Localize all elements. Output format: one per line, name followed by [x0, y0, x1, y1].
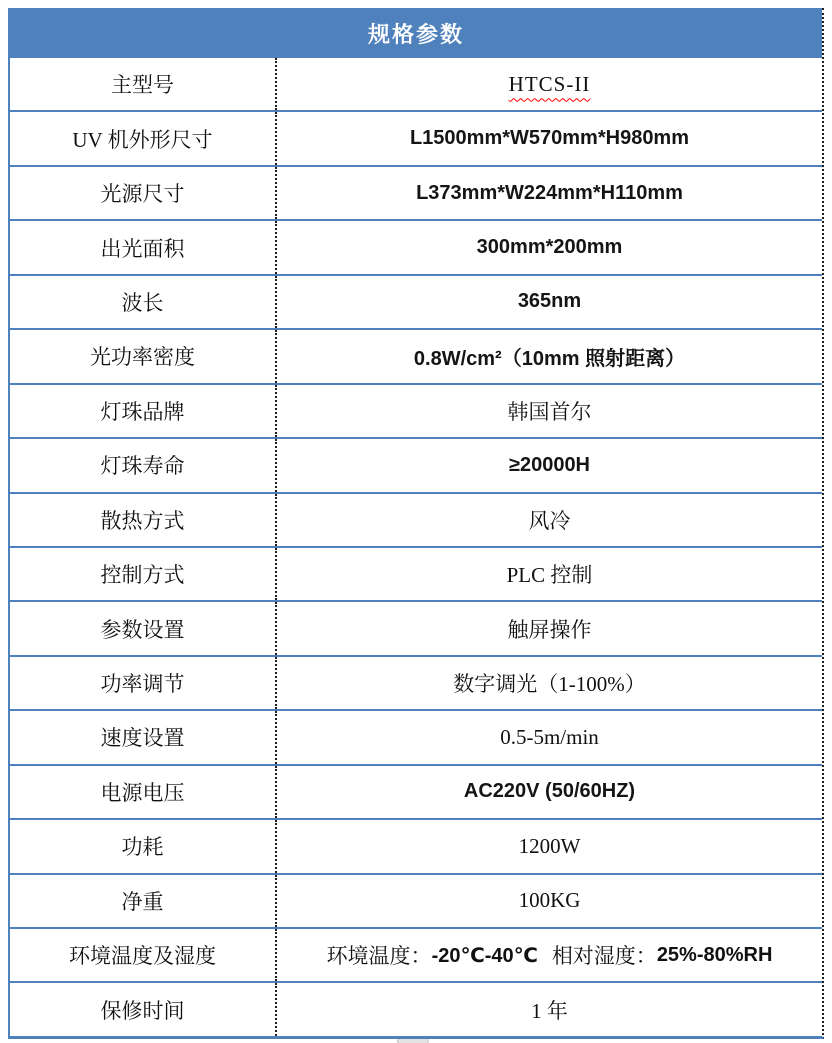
model-value-spellcheck: HTCS-II: [508, 71, 591, 96]
table-row: [10, 873, 822, 927]
spec-label: 出光面积: [10, 221, 277, 273]
spec-value: 0.8W/cm²（10mm 照射距离）: [413, 347, 686, 370]
spec-label: 功耗: [10, 820, 277, 872]
table-header: [10, 8, 822, 58]
spec-value: 1 年: [531, 998, 568, 1023]
table-row: [10, 383, 822, 437]
table-row: [10, 110, 822, 164]
table-row: [10, 709, 822, 763]
spec-value: PLC 控制: [506, 563, 593, 588]
table-row: [10, 655, 822, 709]
env-humidity-range: 25%-80%RH: [656, 943, 773, 966]
table-row: [10, 165, 822, 219]
spec-label: 净重: [10, 875, 277, 927]
table-row: [10, 546, 822, 600]
spec-label: 灯珠品牌: [10, 385, 277, 437]
spec-value: 300mm*200mm: [476, 236, 623, 259]
spec-value: 风冷: [528, 508, 571, 533]
env-temp-range: -20℃-40℃: [431, 944, 538, 967]
table-row: [10, 492, 822, 546]
table-title: 规格参数: [367, 21, 464, 47]
spec-value: 数字调光（1-100%）: [453, 672, 646, 697]
page-edge-fragment: [397, 1039, 429, 1043]
spec-label: UV 机外形尺寸: [10, 112, 277, 164]
spec-label: 环境温度及湿度: [10, 929, 277, 981]
spec-label: 保修时间: [10, 983, 277, 1035]
table-row: [10, 58, 822, 110]
spec-label: 光源尺寸: [10, 167, 277, 219]
table-row: [10, 927, 822, 981]
table-row: [10, 219, 822, 273]
spec-label: 速度设置: [10, 711, 277, 763]
spec-value: 触屏操作: [507, 617, 592, 642]
table-body: [10, 58, 822, 1036]
spec-value: 韩国首尔: [507, 399, 592, 424]
spec-value: L1500mm*W570mm*H980mm: [409, 127, 690, 150]
spec-value: 1200W: [518, 833, 581, 858]
spec-value-environment: [277, 929, 822, 981]
table-row: [10, 818, 822, 872]
spec-value: ≥20000H: [508, 453, 591, 476]
table-row: [10, 328, 822, 382]
spec-label: 控制方式: [10, 548, 277, 600]
spec-label: 波长: [10, 276, 277, 328]
spec-value: 100KG: [518, 888, 581, 913]
table-row: [10, 981, 822, 1035]
spec-label: 散热方式: [10, 494, 277, 546]
spec-label: 参数设置: [10, 602, 277, 654]
spec-value: AC220V (50/60HZ): [463, 780, 636, 803]
env-humidity-label: 相对湿度：: [551, 944, 657, 969]
table-row: [10, 764, 822, 818]
spec-label: 光功率密度: [10, 330, 277, 382]
spec-label: 功率调节: [10, 657, 277, 709]
table-row: [10, 274, 822, 328]
spec-label: 灯珠寿命: [10, 439, 277, 491]
spec-value: 365nm: [517, 290, 582, 313]
env-temp-label: 环境温度：: [326, 944, 432, 969]
spec-value: [277, 58, 822, 110]
table-row: [10, 600, 822, 654]
spec-table: [8, 8, 824, 1039]
spec-value: L373mm*W224mm*H110mm: [416, 181, 683, 204]
spec-value: 0.5-5m/min: [500, 724, 599, 749]
table-row: [10, 437, 822, 491]
spec-label: 主型号: [10, 58, 277, 110]
spec-label: 电源电压: [10, 766, 277, 818]
